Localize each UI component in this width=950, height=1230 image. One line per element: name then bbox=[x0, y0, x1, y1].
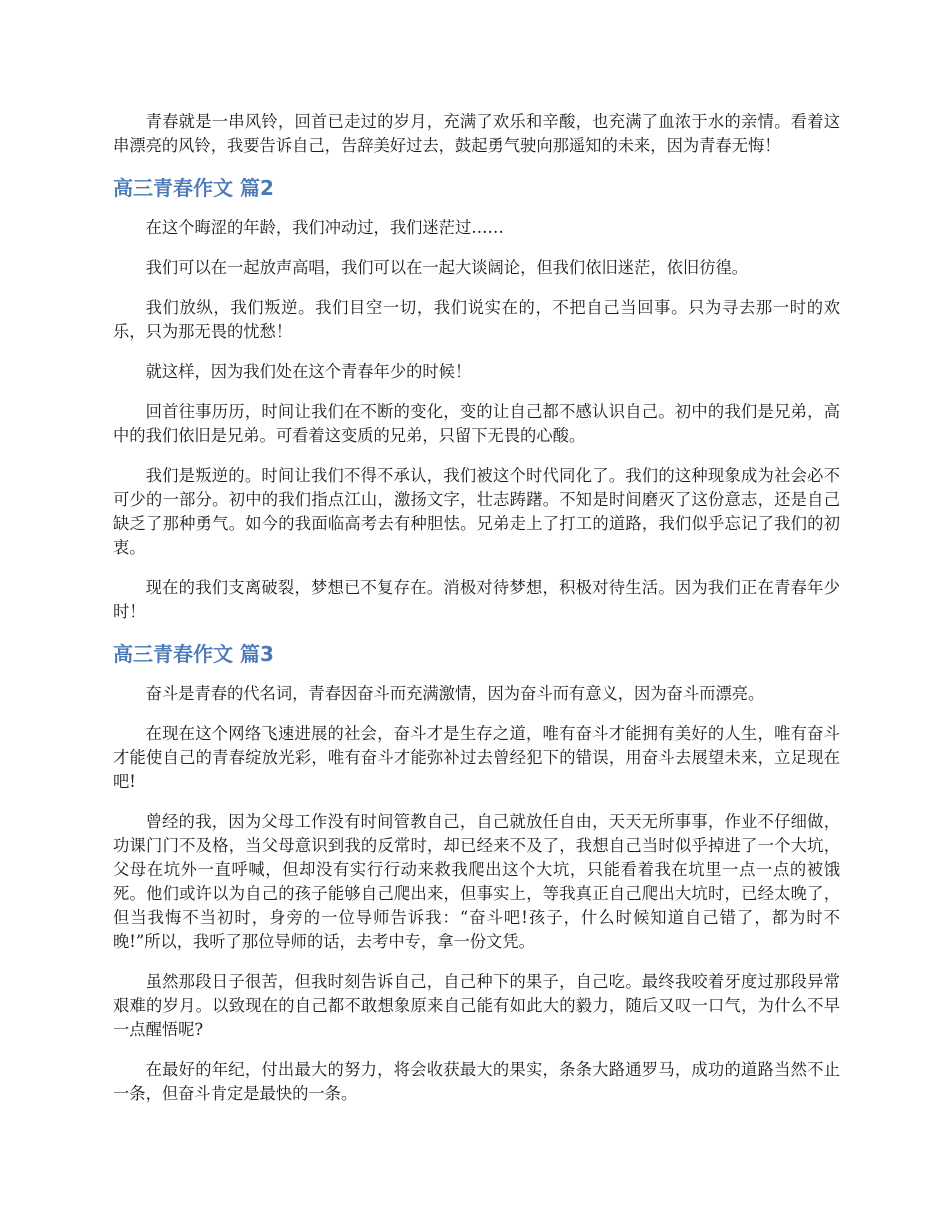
paragraph: 我们放纵，我们叛逆。我们目空一切，我们说实在的，不把自己当回事。只为寻去那一时的欢乐，只为那无畏的忧愁！ bbox=[113, 298, 840, 341]
paragraph: 在这个晦涩的年龄，我们冲动过，我们迷茫过…… bbox=[145, 218, 504, 237]
paragraph: 奋斗是青春的代名词，青春因奋斗而充满激情，因为奋斗而有意义，因为奋斗而漂亮。 bbox=[145, 684, 765, 703]
paragraph: 曾经的我，因为父母工作没有时间管教自己，自己就放任自由，天天无所事事，作业不仔细做，功课门门不及格，当父母意识到我的反常时，却已经来不及了，我想自己当时似乎掉进了一个大坑，父母在坑外一直呼喊，但却没有实行行动来救我爬出这个大坑，只能看着我在坑里一点一点的被饿死。他们或许以为自己的孩子能够自己爬出来，但事实上，等我真正自己爬出大坑时，已经太晚了，但当我悔不当初时，身旁的一位导师告诉我：“奋斗吧!孩子，什么时候知道自己错了，都为时不晚!”所以，我听了那位导师的话，去考中专，拿一份文凭。 bbox=[113, 812, 840, 951]
paragraph: 回首往事历历，时间让我们在不断的变化，变的让自己都不感认识自己。初中的我们是兄弟，高中的我们依旧是兄弟。可看着这变质的兄弟，只留下无畏的心酸。 bbox=[113, 402, 840, 445]
paragraph: 虽然那段日子很苦，但我时刻告诉自己，自己种下的果子，自己吃。最终我咬着牙度过那段异常艰难的岁月。以致现在的自己都不敢想象原来自己能有如此大的毅力，随后又叹一口气，为什么不早一点醒悟呢? bbox=[113, 972, 840, 1039]
document-page bbox=[113, 110, 840, 1122]
paragraph: 青春就是一串风铃，回首已走过的岁月，充满了欢乐和辛酸，也充满了血浓于水的亲情。看着这串漂亮的风铃，我要告诉自己，告辞美好过去，鼓起勇气驶向那遥知的未来，因为青春无悔！ bbox=[113, 112, 840, 155]
paragraph: 在最好的年纪，付出最大的努力，将会收获最大的果实，条条大路通罗马，成功的道路当然不止一条，但奋斗肯定是最快的一条。 bbox=[113, 1060, 840, 1103]
paragraph: 现在的我们支离破裂，梦想已不复存在。消极对待梦想，积极对待生活。因为我们正在青春年少时！ bbox=[113, 578, 840, 621]
paragraph: 我们是叛逆的。时间让我们不得不承认，我们被这个时代同化了。我们的这种现象成为社会必不可少的一部分。初中的我们指点江山，激扬文字，壮志踌躇。不知是时间磨灭了这份意志，还是自己缺乏了那种勇气。如今的我面临高考去有种胆怯。兄弟走上了打工的道路，我们似乎忘记了我们的初衷。 bbox=[113, 466, 840, 557]
paragraph: 我们可以在一起放声高唱，我们可以在一起大谈阔论，但我们依旧迷茫，依旧彷徨。 bbox=[145, 258, 749, 277]
paragraph: 就这样，因为我们处在这个青春年少的时候！ bbox=[145, 362, 472, 381]
section-heading-3: 高三青春作文 篇3 bbox=[113, 642, 274, 666]
section-heading-2: 高三青春作文 篇2 bbox=[113, 176, 274, 200]
paragraph: 在现在这个网络飞速进展的社会，奋斗才是生存之道，唯有奋斗才能拥有美好的人生，唯有奋斗才能使自己的青春绽放光彩，唯有奋斗才能弥补过去曾经犯下的错误，用奋斗去展望未来，立足现在吧! bbox=[113, 724, 840, 791]
